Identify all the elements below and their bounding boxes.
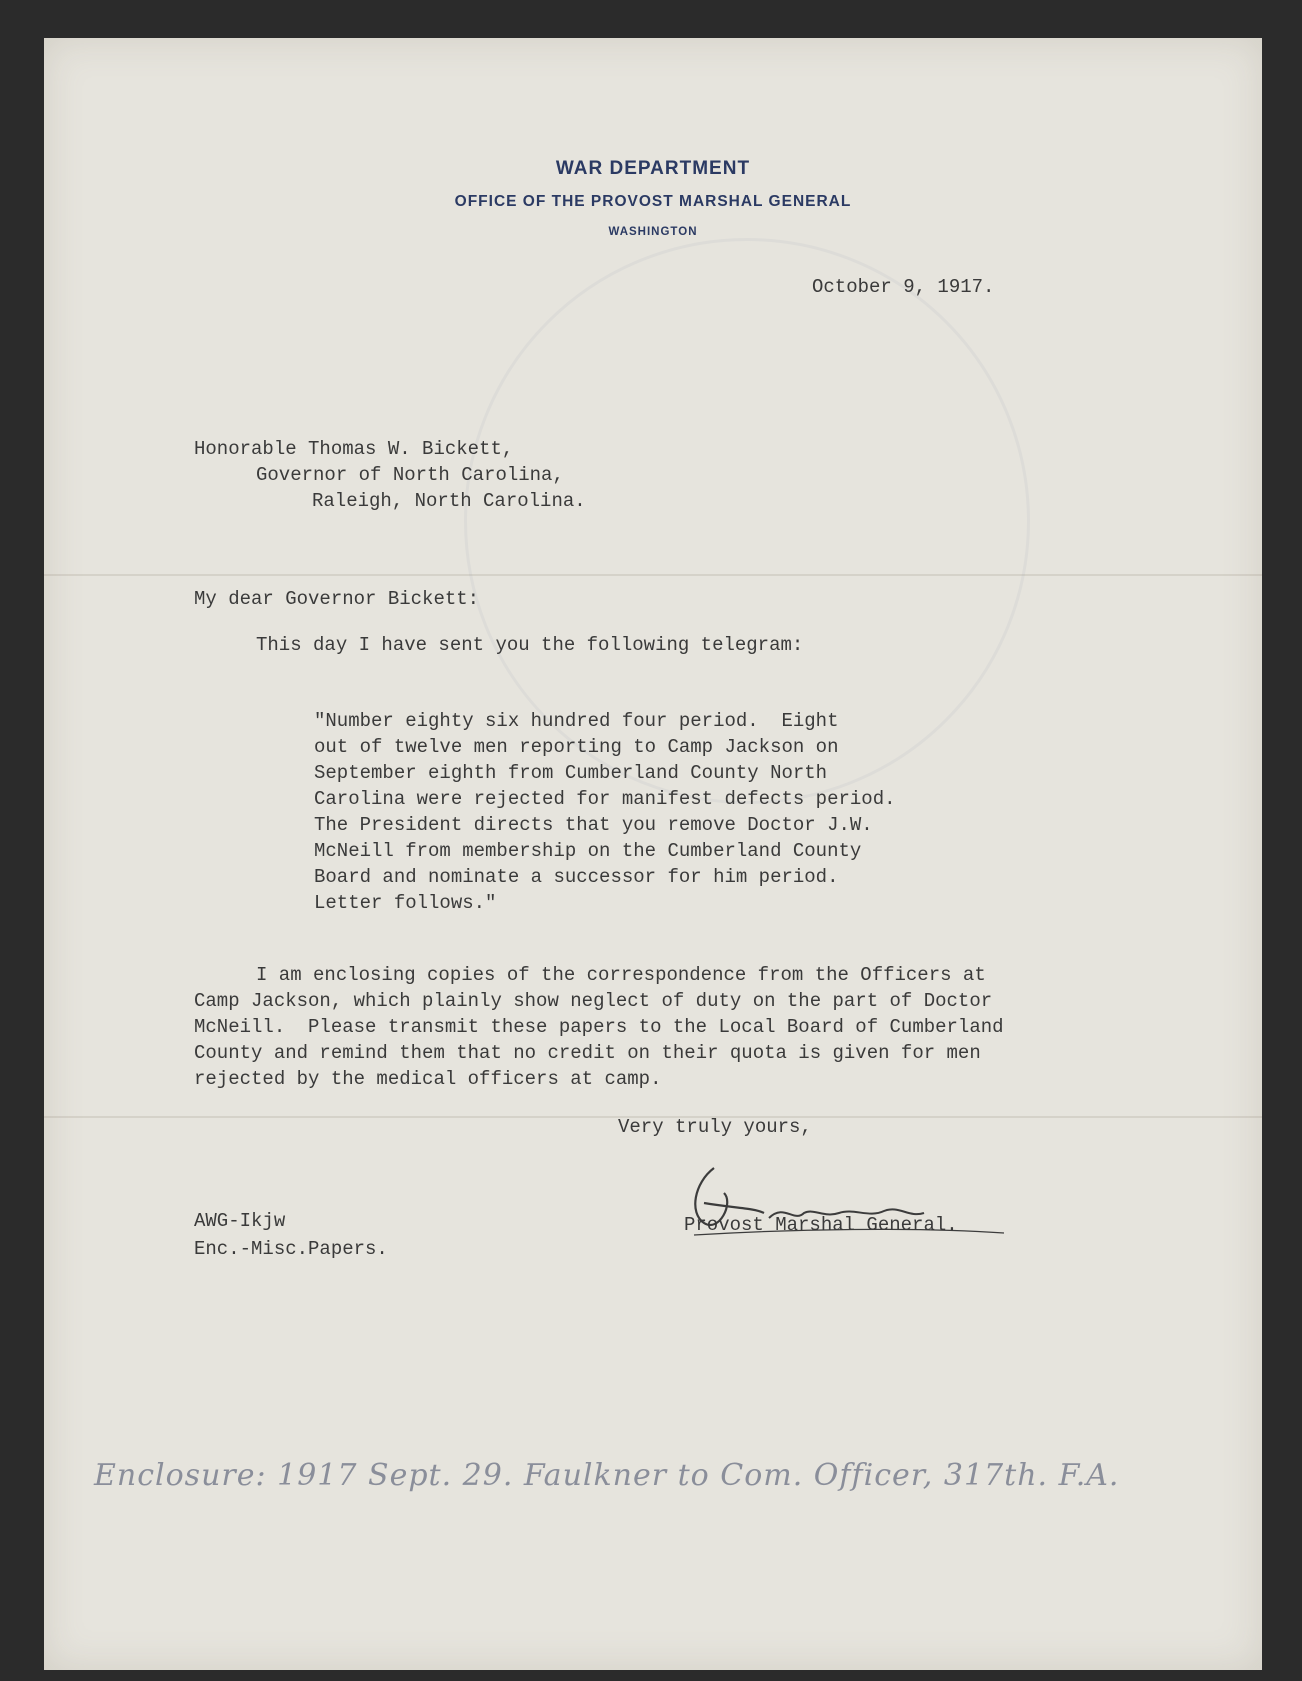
telegram-line: McNeill from membership on the Cumberland County <box>314 840 862 862</box>
address-line-1: Honorable Thomas W. Bickett, <box>194 438 514 460</box>
pencil-annotation: Enclosure: 1917 Sept. 29. Faulkner to Com. Officer, 317th. F.A. <box>94 1458 1120 1493</box>
intro-text: This day I have sent you the following telegram: <box>256 634 804 656</box>
telegram-line: Carolina were rejected for manifest defects period. <box>314 788 896 810</box>
telegram-line: out of twelve men reporting to Camp Jackson on <box>314 736 839 758</box>
letterhead-office: OFFICE OF THE PROVOST MARSHAL GENERAL <box>454 193 852 210</box>
salutation: My dear Governor Bickett: <box>194 588 480 610</box>
body-line: County and remind them that no credit on their quota is given for men <box>194 1042 981 1064</box>
letter-page <box>44 38 1262 1670</box>
letterhead-city: WASHINGTON <box>608 226 698 238</box>
enclosure-note: Enc.-Misc.Papers. <box>194 1238 388 1260</box>
address-line-3: Raleigh, North Carolina. <box>312 490 586 512</box>
closing: Very truly yours, <box>618 1116 812 1138</box>
letterhead-title: WAR DEPARTMENT <box>555 158 751 179</box>
body-line: Camp Jackson, which plainly show neglect of duty on the part of Doctor <box>194 990 993 1012</box>
telegram-line: September eighth from Cumberland County North <box>314 762 828 784</box>
letter-date: October 9, 1917. <box>812 276 995 298</box>
telegram-line: Letter follows." <box>314 892 497 914</box>
telegram-line: "Number eighty six hundred four period. Eight <box>314 710 839 732</box>
telegram-line: Board and nominate a successor for him period. <box>314 866 839 888</box>
body-line: I am enclosing copies of the correspondence from the Officers at <box>256 964 986 986</box>
signature-title: Provost Marshal General. <box>684 1214 958 1236</box>
address-line-2: Governor of North Carolina, <box>256 464 564 486</box>
telegram-line: The President directs that you remove Doctor J.W. <box>314 814 873 836</box>
body-line: rejected by the medical officers at camp. <box>194 1068 662 1090</box>
body-line: McNeill. Please transmit these papers to the Local Board of Cumberland <box>194 1016 1004 1038</box>
reference-initials: AWG-Ikjw <box>194 1210 286 1232</box>
